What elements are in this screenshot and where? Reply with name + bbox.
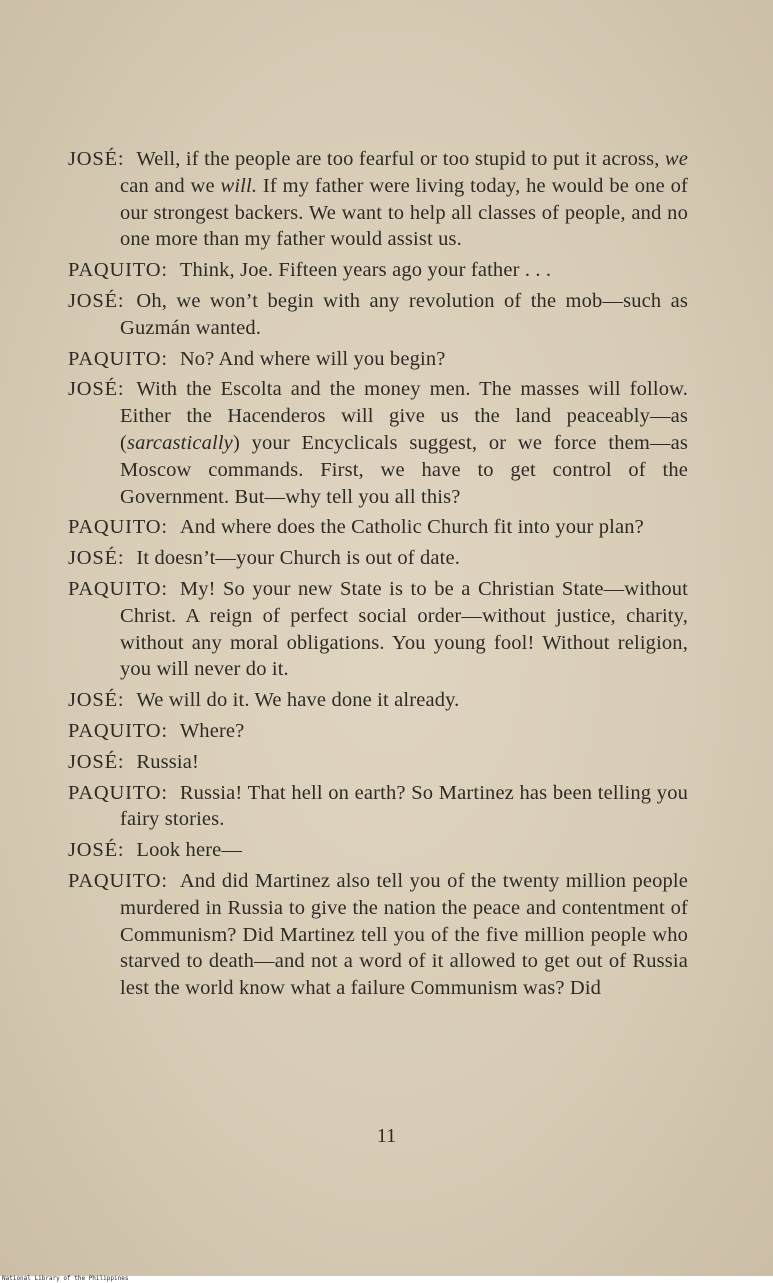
line-text: With the Escolta and the money men. The masses will follow. Either the Hacenderos will give us the land peaceably—as ( xyxy=(120,378,688,454)
footer-credit: National Library of the Philippines xyxy=(2,1275,129,1282)
dialogue-paragraph xyxy=(68,687,688,714)
line-text: And where does the Catholic Church fit into your plan? xyxy=(179,516,644,539)
italic-text: sarcastically xyxy=(126,431,233,454)
line-text: Russia! That hell on earth? So Martinez has been telling you fairy stories. xyxy=(120,781,688,831)
dialogue-paragraph xyxy=(68,514,688,541)
speaker-name: PAQUITO: xyxy=(68,516,168,539)
line-text: We will do it. We have done it already. xyxy=(136,689,460,712)
speaker-name: PAQUITO: xyxy=(68,259,168,282)
speaker-name: JOSÉ: xyxy=(68,547,125,570)
line-text: It doesn’t—your Church is out of date. xyxy=(136,547,460,570)
italic-text: we xyxy=(664,148,688,170)
dialogue-paragraph xyxy=(68,288,688,342)
dialogue-paragraph xyxy=(68,749,688,776)
line-text: Russia! xyxy=(136,750,199,773)
dialogue-paragraph xyxy=(68,718,688,745)
speaker-name: JOSÉ: xyxy=(68,750,125,773)
speaker-name: PAQUITO: xyxy=(68,577,168,600)
speaker-name: PAQUITO: xyxy=(68,719,168,742)
footer-bar xyxy=(0,1276,773,1283)
speaker-name: JOSÉ: xyxy=(68,839,125,862)
dialogue-paragraph xyxy=(68,545,688,572)
line-text: Look here— xyxy=(136,839,243,862)
speaker-name: JOSÉ: xyxy=(68,148,125,170)
dialogue-paragraph xyxy=(68,146,688,253)
speaker-name: JOSÉ: xyxy=(68,289,125,312)
line-text: No? And where will you begin? xyxy=(179,347,446,370)
dialogue-paragraph xyxy=(68,346,688,373)
speaker-name: JOSÉ: xyxy=(68,689,125,712)
dialogue-paragraph xyxy=(68,257,688,284)
dialogue-paragraph xyxy=(68,837,688,864)
dialogue-paragraph xyxy=(68,780,688,834)
speaker-name: PAQUITO: xyxy=(68,781,168,804)
dialogue-paragraph xyxy=(68,576,688,683)
speaker-name: PAQUITO: xyxy=(68,869,168,892)
line-text: Well, if the people are too fearful or too stupid to put it across, xyxy=(136,148,665,170)
line-text: ) your Encyclicals suggest, or we force them—as Moscow commands. First, we have to get control of the Government. But—why tell you all this? xyxy=(120,431,688,508)
dialogue-paragraph xyxy=(68,868,688,1002)
page-number: 11 xyxy=(376,1125,397,1147)
dialogue-text xyxy=(68,146,688,1006)
speaker-name: JOSÉ: xyxy=(68,378,125,401)
speaker-name: PAQUITO: xyxy=(68,347,168,370)
line-text: Oh, we won’t begin with any revolution of the mob—such as Guzmán wanted. xyxy=(120,289,688,339)
italic-text: will. xyxy=(220,174,258,197)
line-text: can and we xyxy=(120,174,221,197)
dialogue-paragraph xyxy=(68,376,688,510)
line-text: Where? xyxy=(179,719,245,742)
line-text: Think, Joe. Fifteen years ago your father . . . xyxy=(179,259,552,282)
line-text: My! So your new State is to be a Christian State—without Christ. A reign of perfect social order—without justice, charity, without any moral obligations. You young fool! Without religion, you will never do it. xyxy=(120,577,688,681)
line-text: If my father were living today, he would be one of our strongest backers. We want to help all classes of people, and no one more than my father would assist us. xyxy=(120,174,688,251)
line-text: And did Martinez also tell you of the twenty million people murdered in Russia to give the nation the peace and contentment of Communism? Did Martinez tell you of the five million people who starved to death—and not a word of it allowed to get out of Russia lest the world know what a failure Communism was? Did xyxy=(120,869,688,1000)
